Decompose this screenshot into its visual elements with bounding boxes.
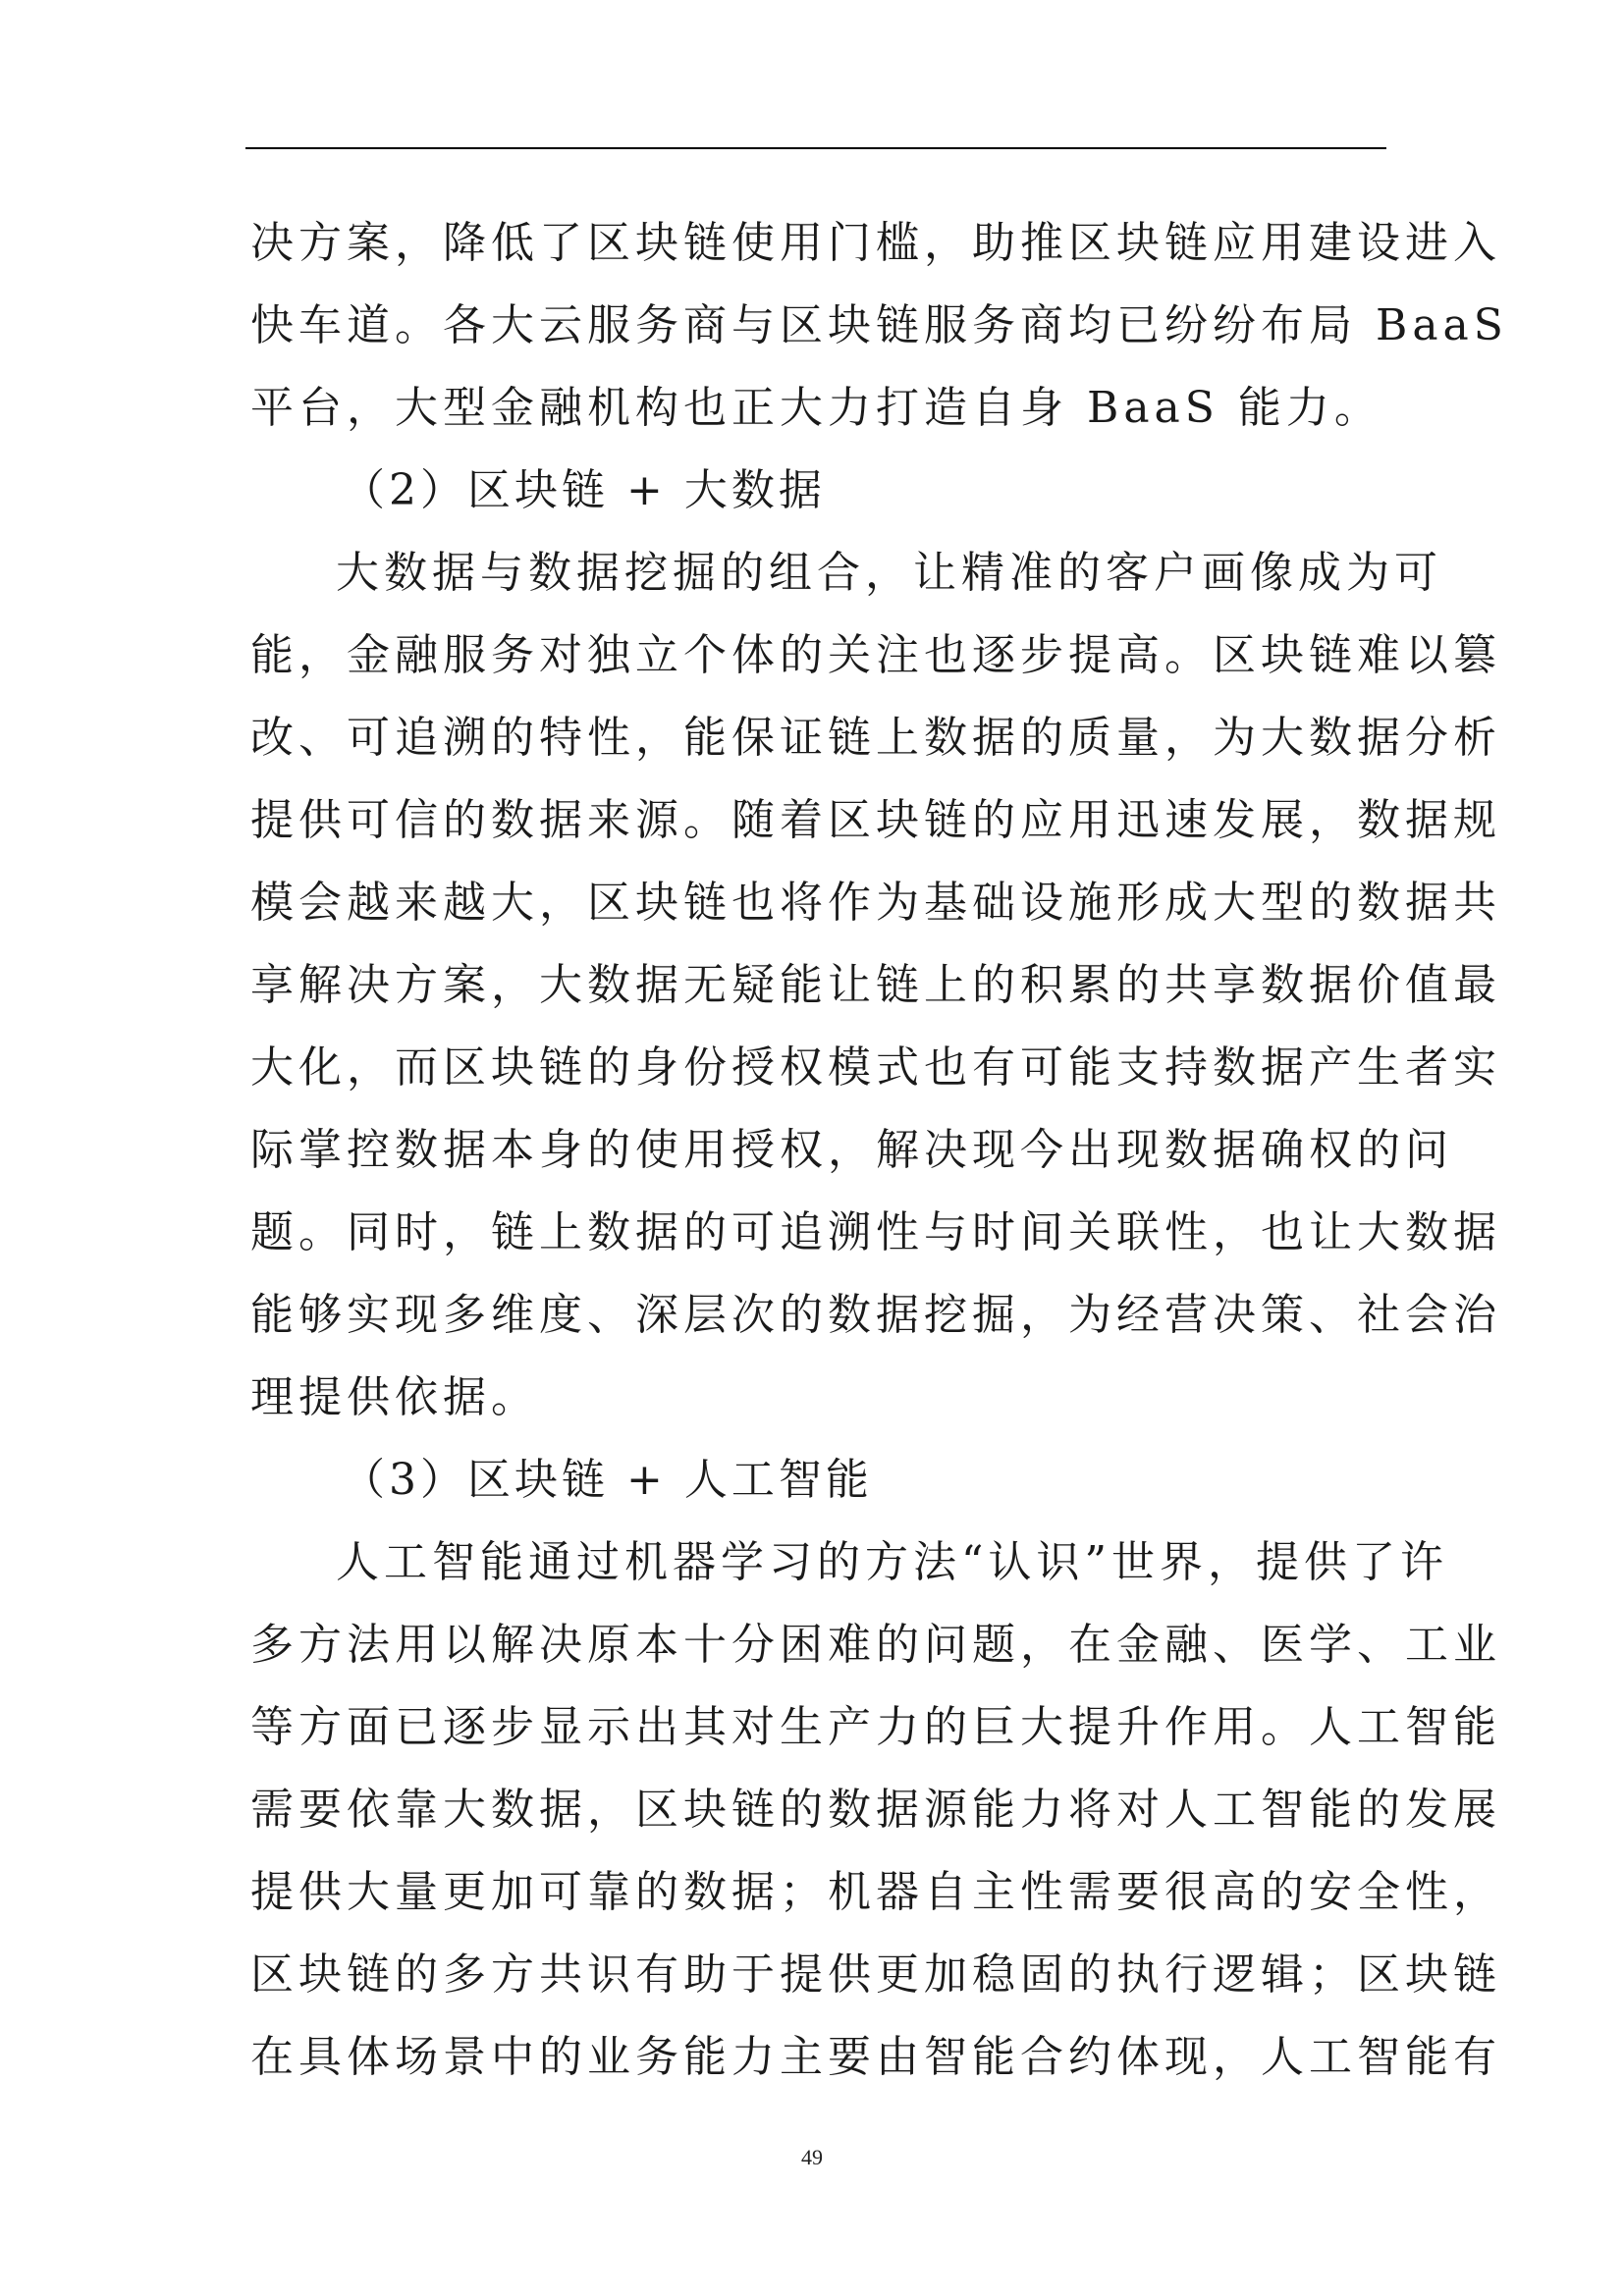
body-line: 改、可追溯的特性，能保证链上数据的质量，为大数据分析 <box>250 713 1501 763</box>
body-line: 在具体场景中的业务能力主要由智能合约体现，人工智能有 <box>250 2032 1501 2082</box>
body-line: 能够实现多维度、深层次的数据挖掘，为经营决策、社会治 <box>250 1290 1501 1340</box>
body-line: 决方案，降低了区块链使用门槛，助推区块链应用建设进入 <box>250 218 1501 268</box>
body-line: 提供大量更加可靠的数据；机器自主性需要很高的安全性， <box>250 1867 1501 1917</box>
page-number: 49 <box>801 2145 823 2169</box>
body-line: 多方法用以解决原本十分困难的问题，在金融、医学、工业 <box>250 1620 1501 1670</box>
body-line: 区块链的多方共识有助于提供更加稳固的执行逻辑；区块链 <box>250 1949 1501 2000</box>
body-line: 提供可信的数据来源。随着区块链的应用迅速发展，数据规 <box>250 795 1501 845</box>
body-line: 题。同时，链上数据的可追溯性与时间关联性，也让大数据 <box>250 1207 1501 1257</box>
body-line: 人工智能通过机器学习的方法“认识”世界，提供了许 <box>336 1537 1448 1587</box>
section-heading: （2）区块链 + 大数据 <box>342 465 826 515</box>
body-line: 际掌控数据本身的使用授权，解决现今出现数据确权的问 <box>250 1125 1453 1175</box>
body-line: 等方面已逐步显示出其对生产力的巨大提升作用。人工智能 <box>250 1702 1501 1752</box>
body-line: 理提供依据。 <box>250 1372 539 1422</box>
body-line: 模会越来越大，区块链也将作为基础设施形成大型的数据共 <box>250 878 1501 928</box>
body-line: 大数据与数据挖掘的组合，让精准的客户画像成为可 <box>336 548 1442 598</box>
body-line: 大化，而区块链的身份授权模式也有可能支持数据产生者实 <box>250 1042 1501 1093</box>
body-line: 快车道。各大云服务商与区块链服务商均已纷纷布局 BaaS <box>250 300 1508 350</box>
body-line: 平台，大型金融机构也正大力打造自身 BaaS 能力。 <box>250 383 1382 433</box>
body-line: 需要依靠大数据，区块链的数据源能力将对人工智能的发展 <box>250 1785 1501 1835</box>
section-heading: （3）区块链 + 人工智能 <box>342 1455 873 1505</box>
body-line: 享解决方案，大数据无疑能让链上的积累的共享数据价值最 <box>250 960 1501 1010</box>
body-line: 能，金融服务对独立个体的关注也逐步提高。区块链难以篡 <box>250 630 1501 680</box>
